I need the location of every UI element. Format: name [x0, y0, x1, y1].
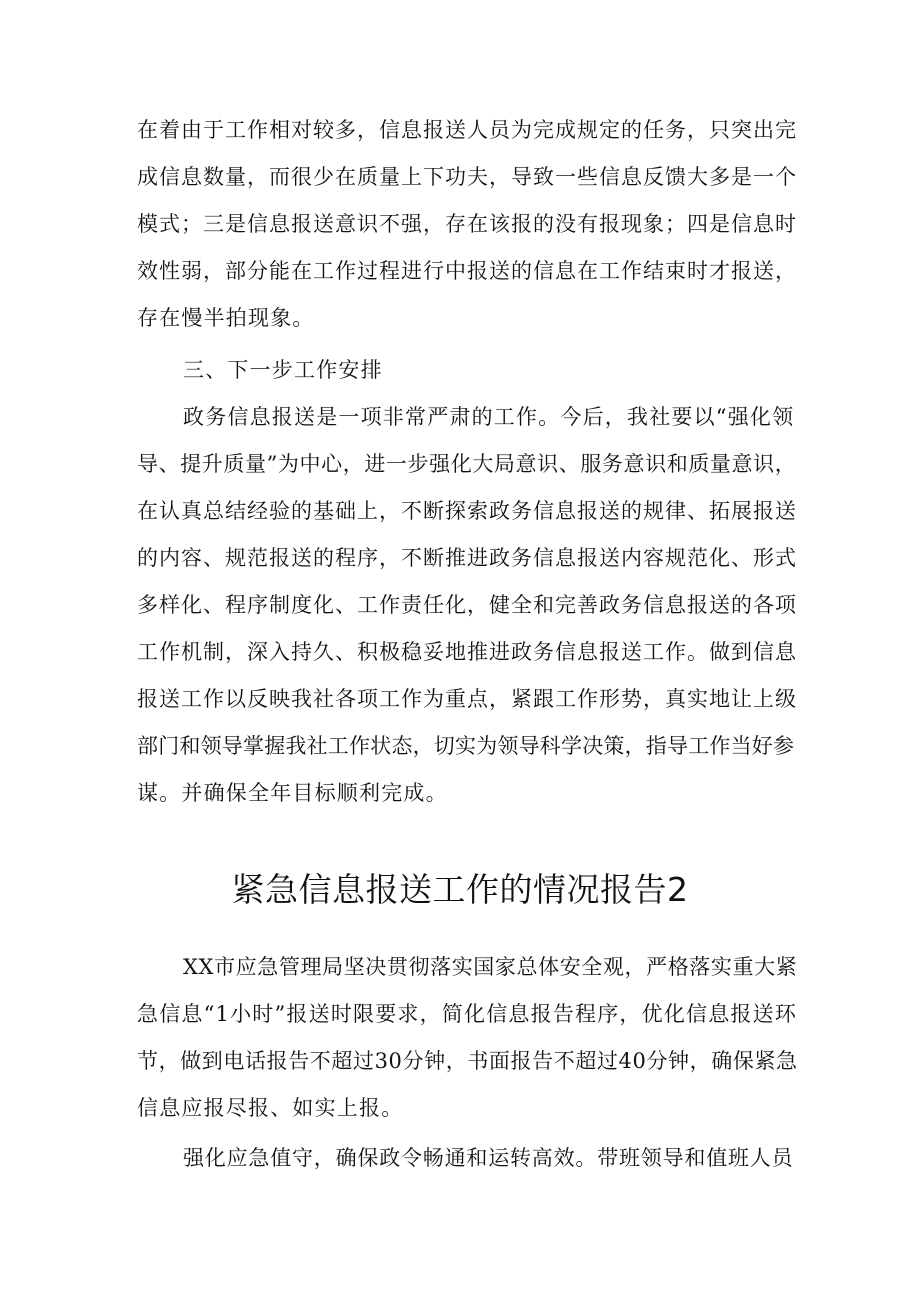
- paragraph-line: 部门和领导掌握我社工作状态，切实为领导科学决策，指导工作当好参: [137, 734, 795, 758]
- paragraph-line: 成信息数量，而很少在质量上下功夫，导致一些信息反馈大多是一个: [137, 165, 797, 189]
- paragraph-line: 强化应急值守，确保政令畅通和运转高效。带班领导和值班人员: [183, 1146, 794, 1170]
- paragraph-line: 节，做到电话报告不超过30分钟，书面报告不超过40分钟，确保紧急: [137, 1049, 798, 1073]
- paragraph-line: 存在慢半拍现象。: [137, 306, 315, 330]
- paragraph-line: 模式；三是信息报送意识不强，存在该报的没有报现象；四是信息时: [137, 212, 797, 236]
- paragraph-line: 工作机制，深入持久、积极稳妥地推进政务信息报送工作。做到信息: [137, 640, 797, 664]
- paragraph-line: 政务信息报送是一项非常严肃的工作。今后，我社要以“强化领: [183, 405, 795, 429]
- paragraph-line: 的内容、规范报送的程序，不断推进政务信息报送内容规范化、形式: [137, 546, 797, 570]
- paragraph-line: 效性弱，部分能在工作过程进行中报送的信息在工作结束时才报送，: [137, 259, 797, 283]
- paragraph-line: 谋。并确保全年目标顺利完成。: [137, 781, 448, 805]
- paragraph-line: 多样化、程序制度化、工作责任化，健全和完善政务信息报送的各项: [137, 593, 797, 617]
- paragraph-line: 急信息“1小时”报送时限要求，简化信息报告程序，优化信息报送环: [137, 1002, 798, 1026]
- document-title: 紧急信息报送工作的情况报告2: [231, 870, 689, 909]
- paragraph-line: 报送工作以反映我社各项工作为重点，紧跟工作形势，真实地让上级: [137, 687, 797, 711]
- paragraph-line: XX市应急管理局坚决贯彻落实国家总体安全观，严格落实重大紧: [183, 955, 798, 979]
- paragraph-line: 在着由于工作相对较多，信息报送人员为完成规定的任务，只突出完: [137, 118, 797, 142]
- section-heading: 三、下一步工作安排: [183, 358, 383, 382]
- paragraph-line: 在认真总结经验的基础上，不断探索政务信息报送的规律、拓展报送: [137, 499, 797, 523]
- paragraph-line: 信息应报尽报、如实上报。: [137, 1096, 404, 1120]
- paragraph-line: 导、提升质量”为中心，进一步强化大局意识、服务意识和质量意识，: [137, 452, 797, 476]
